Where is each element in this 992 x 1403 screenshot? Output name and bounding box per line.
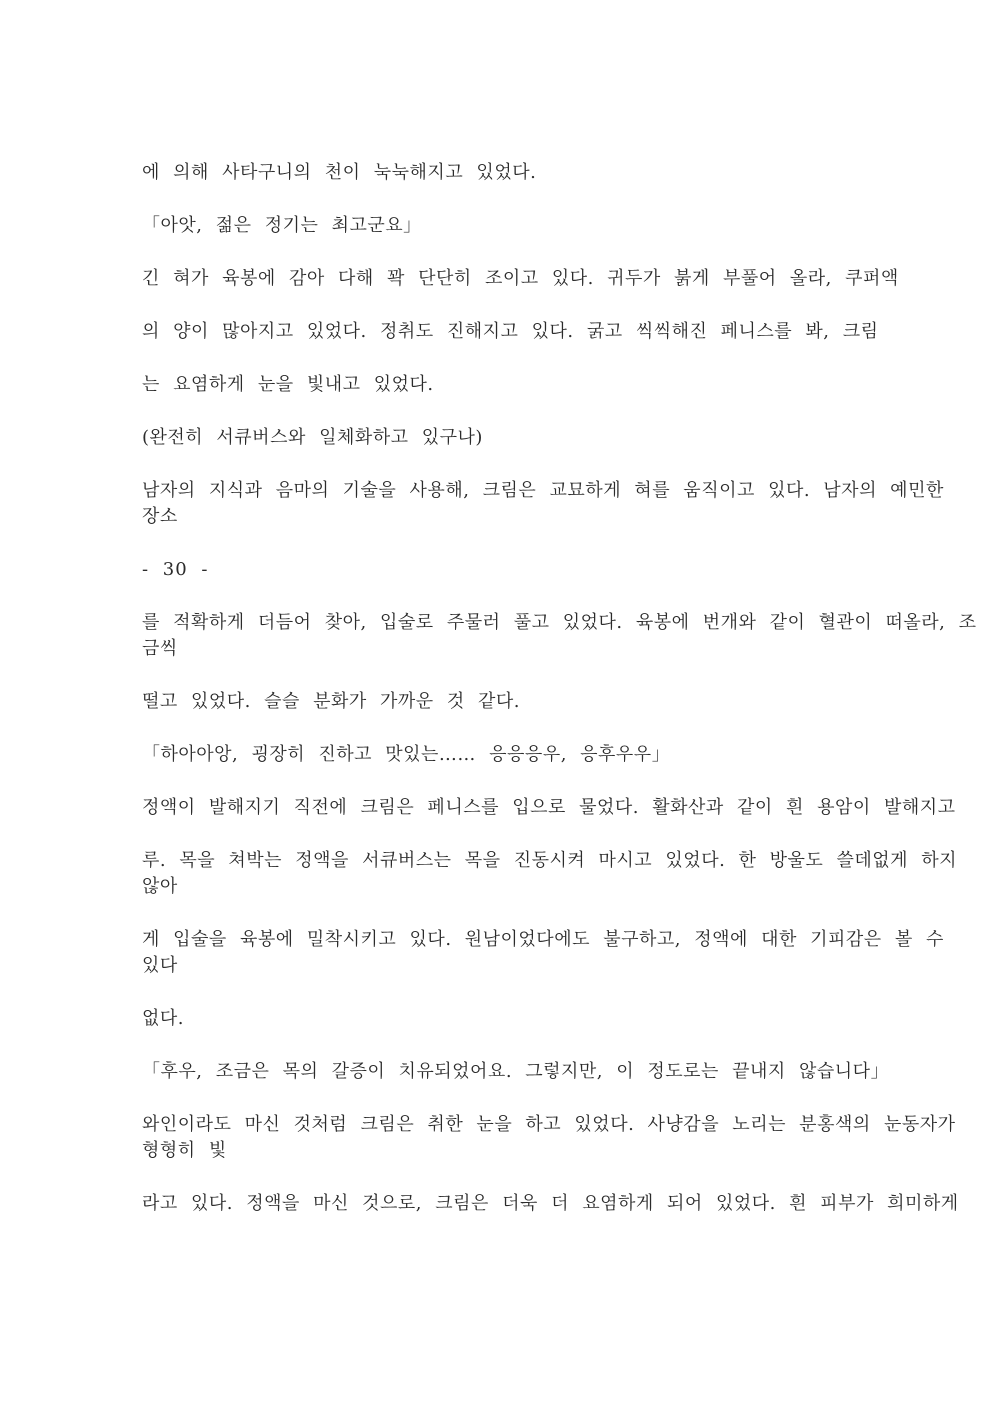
paragraph [142, 848, 958, 900]
text-line: 남자의 지식과 음마의 기술을 사용해, 크림은 교묘하게 혀를 움직이고 있다. 남자의 예민한 [142, 480, 944, 501]
text-line: (완전히 서큐버스와 일체화하고 있구나) [142, 427, 483, 448]
document-content [142, 160, 977, 1244]
paragraph [142, 425, 887, 451]
text-line: 의 양이 많아지고 있었다. 정취도 진해지고 있다. 굵고 씩씩해진 페니스를 봐, 크림 [142, 321, 879, 342]
text-line: 는 요염하게 눈을 빛내고 있었다. [142, 374, 434, 395]
paragraph [142, 213, 887, 239]
text-line: 「아앗, 젊은 정기는 최고군요」 [142, 215, 422, 236]
text-line: 형형히 빛 [142, 1140, 227, 1161]
text-line: 와인이라도 마신 것처럼 크림은 취한 눈을 하고 있었다. 사냥감을 노리는 분홍색의 눈동자가 [142, 1114, 956, 1135]
paragraph [142, 160, 887, 186]
text-line: 떨고 있었다. 슬슬 분화가 가까운 것 같다. [142, 691, 520, 712]
paragraph [142, 1059, 890, 1085]
page-number [142, 557, 887, 583]
text-line: 없다. [142, 1008, 184, 1029]
text-line: 정액이 발해지기 직전에 크림은 페니스를 입으로 물었다. 활화산과 같이 흰 용암이 발해지고 [142, 797, 956, 818]
page-number-label: - 30 - [142, 559, 209, 580]
paragraph [142, 1006, 887, 1032]
paragraph [142, 319, 887, 345]
text-line: 라고 있다. 정액을 마신 것으로, 크림은 더욱 더 요염하게 되어 있었다. 흰 피부가 희미하게 [142, 1193, 959, 1214]
text-line: 루. 목을 쳐박는 정액을 서큐버스는 목을 진동시켜 마시고 있었다. 한 방울도 쓸데없게 하지 [142, 850, 958, 871]
paragraph [142, 742, 887, 768]
text-line: 를 적확하게 더듬어 찾아, 입술로 주물러 풀고 있었다. 육봉에 번개와 같이 혈관이 떠올라, 조 [142, 612, 977, 633]
paragraph [142, 1191, 959, 1217]
paragraph [142, 266, 899, 292]
text-line: 「하아아앙, 굉장히 진하고 맛있는…… 응응응우, 응후우우」 [142, 744, 671, 765]
text-line: 금씩 [142, 638, 178, 659]
text-line: 「후우, 조금은 목의 갈증이 치유되었어요. 그렇지만, 이 정도로는 끝내지 않습니다」 [142, 1061, 890, 1082]
text-line: 장소 [142, 506, 178, 527]
text-line: 긴 혀가 육봉에 감아 다해 꽉 단단히 조이고 있다. 귀두가 붉게 부풀어 올라, 쿠퍼액 [142, 268, 899, 289]
paragraph [142, 689, 887, 715]
paragraph [142, 927, 944, 979]
paragraph [142, 1112, 956, 1164]
text-line: 않아 [142, 876, 178, 897]
text-line: 에 의해 사타구니의 천이 눅눅해지고 있었다. [142, 162, 537, 183]
paragraph [142, 795, 956, 821]
text-line: 있다 [142, 955, 178, 976]
paragraph [142, 610, 977, 662]
paragraph [142, 372, 887, 398]
text-line: 게 입술을 육봉에 밀착시키고 있다. 원남이었다에도 불구하고, 정액에 대한 기피감은 볼 수 [142, 929, 944, 950]
paragraph [142, 478, 944, 530]
